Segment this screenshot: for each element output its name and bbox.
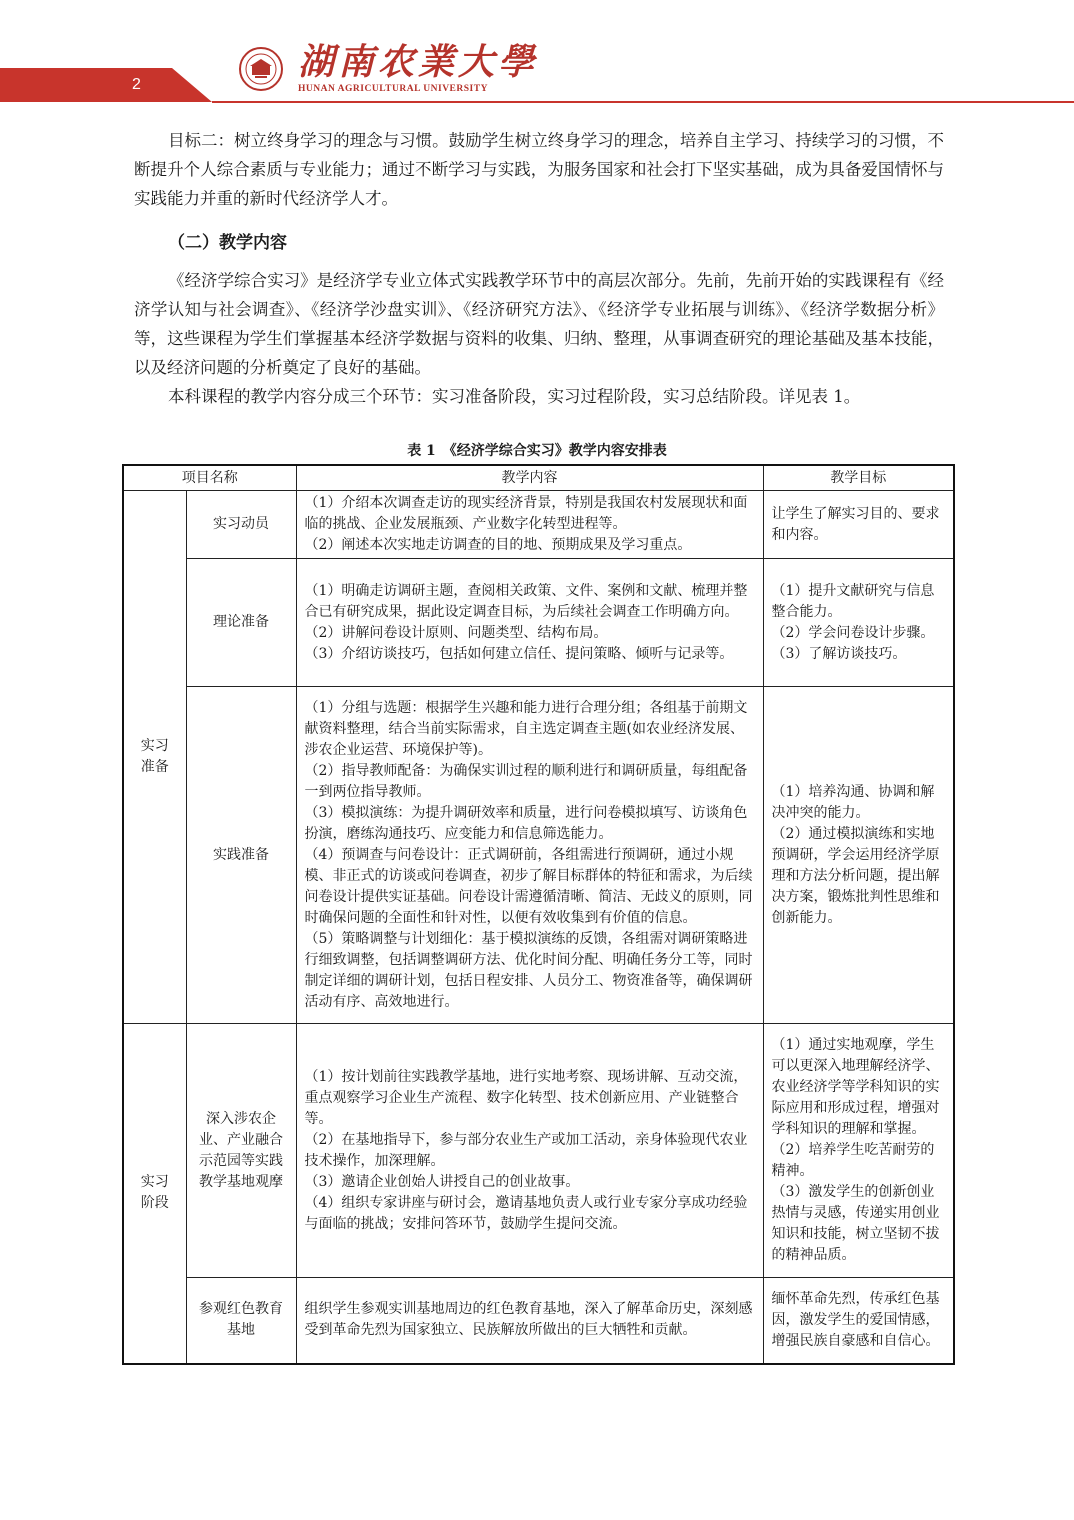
cell-line: （3）邀请企业创始人讲授自己的创业故事。 (304, 1173, 580, 1190)
goal-cell (763, 687, 954, 1024)
cell-line: （1）介绍本次调查走访的现实经济背景，特别是我国农村发展现状和面临的挑战、企业发展瓶颈、产业数字化转型进程等。 (304, 495, 748, 532)
content-cell (296, 559, 763, 687)
cell-line: （2）讲解问卷设计原则、问题类型、结构布局。 (304, 624, 608, 641)
cell-line: （2）指导教师配备：为确保实训过程的顺利进行和调研质量，每组配备一到两位指导教师。 (304, 762, 748, 800)
cell-line: （4）组织专家讲座与研讨会，邀请基地负责人或行业专家分享成功经验与面临的挑战；安排问答环节，鼓励学生提问交流。 (304, 1194, 748, 1232)
cell-line: （1）通过实地观摩，学生可以更深入地理解经济学、农业经济学等学科知识的实际应用和形成过程，增强对学科知识的理解和掌握。 (771, 1037, 940, 1137)
header-goal: 教学目标 (763, 465, 954, 491)
cell-line: 缅怀革命先烈，传承红色基因，激发学生的爱国情感，增强民族自豪感和自信心。 (771, 1290, 940, 1349)
group-name: 实习 准备 (123, 491, 186, 1024)
cell-line: （3）介绍访谈技巧，包括如何建立信任、提问策略、倾听与记录等。 (304, 645, 734, 662)
section-heading: （二）教学内容 (168, 233, 287, 253)
paragraph-structure: 本科课程的教学内容分成三个环节：实习准备阶段，实习过程阶段，实习总结阶段。详见表 1。 (168, 387, 861, 406)
item-name: 实践准备 (186, 687, 296, 1024)
paragraph-goal-two: 目标二：树立终身学习的理念与习惯。鼓励学生树立终身学习的理念，培养自主学习、持续学习的习惯，不断提升个人综合素质与专业能力；通过不断学习与实践，为服务国家和社会打下坚实基础，成为具备爱国情怀与实践能力并重的新时代经济学人才。 (134, 131, 944, 208)
content-cell (296, 491, 763, 559)
cell-line: （1）明确走访调研主题，查阅相关政策、文件、案例和文献、梳理并整合已有研究成果，据此设定调查目标，为后续社会调查工作明确方向。 (304, 582, 748, 620)
table-row (123, 1024, 954, 1278)
university-name-cn: 湖南农業大學 (298, 41, 539, 83)
header-item: 项目名称 (123, 465, 296, 491)
table-row (123, 559, 954, 687)
item-name: 参观红色教育基地 (186, 1278, 296, 1364)
goal-cell (763, 1278, 954, 1364)
item-name: 理论准备 (186, 559, 296, 687)
group-name: 实习 阶段 (123, 1024, 186, 1364)
cell-line: （5）策略调整与计划细化：基于模拟演练的反馈，各组需对调研策略进行细致调整，包括调整调研方法、优化时间分配、明确任务分工等，同时制定详细的调研计划，包括日程安排、人员分工、物资准备等，确保调研活动有序、高效地进行。 (304, 930, 753, 1010)
cell-line: （3）模拟演练：为提升调研效率和质量，进行问卷模拟填写、访谈角色扮演，磨练沟通技巧、应变能力和信息筛选能力。 (304, 804, 748, 842)
goal-cell (763, 559, 954, 687)
content-cell (296, 687, 763, 1024)
page-header (0, 0, 1074, 110)
content-table (122, 464, 955, 1365)
content-cell (296, 1278, 763, 1364)
cell-line: （1）按计划前往实践教学基地，进行实地考察、现场讲解、互动交流，重点观察学习企业生产流程、数字化转型、技术创新应用、产业链整合等。 (304, 1068, 748, 1127)
table-row (123, 687, 954, 1024)
university-name-en: HUNAN AGRICULTURAL UNIVERSITY (298, 84, 488, 94)
cell-line: （2）通过模拟演练和实地预调研，学会运用经济学原理和方法分析问题，提出解决方案，锻炼批判性思维和创新能力。 (771, 825, 940, 926)
cell-line: （2）阐述本次实地走访调查的目的地、预期成果及学习重点。 (304, 537, 692, 553)
cell-line: 组织学生参观实训基地周边的红色教育基地，深入了解革命历史，深刻感受到革命先烈为国家独立、民族解放所做出的巨大牺牲和贡献。 (304, 1301, 753, 1339)
university-seal-icon (238, 46, 284, 92)
table-caption: 表 1 《经济学综合实习》教学内容安排表 (407, 443, 667, 459)
cell-line: （3）了解访谈技巧。 (771, 645, 907, 662)
cell-line: 让学生了解实习目的、要求和内容。 (771, 505, 940, 543)
cell-line: （4）预调查与问卷设计：正式调研前，各组需进行预调研，通过小规模、非正式的访谈或问卷调查，初步了解目标群体的特征和需求，为后续问卷设计提供实证基础。问卷设计需遵循清晰、简洁、无歧义的原则，同时确保问题的全面性和针对性，以便有效收集到有价值的信息。 (304, 846, 753, 926)
header-rule (212, 101, 1074, 103)
cell-line: （2）在基地指导下，参与部分农业生产或加工活动，亲身体验现代农业技术操作，加深理解。 (304, 1131, 748, 1169)
goal-cell (763, 1024, 954, 1278)
table-row (123, 491, 954, 559)
cell-line: （3）激发学生的创新创业热情与灵感，传递实用创业知识和技能，树立坚韧不拔的精神品质。 (771, 1184, 940, 1263)
item-name: 深入涉农企业、产业融合示范园等实践教学基地观摩 (186, 1024, 296, 1278)
table-header-row (123, 465, 954, 491)
cell-line: （1）培养沟通、协调和解决冲突的能力。 (771, 783, 935, 821)
paragraph-intro: 《经济学综合实习》是经济学专业立体式实践教学环节中的高层次部分。先前，先前开始的实践课程有《经济学认知与社会调查》、《经济学沙盘实训》、《经济研究方法》、《经济学专业拓展与训练》、《经济学数据分析》等，这些课程为学生们掌握基本经济学数据与资料的收集、归纳、整理，从事调查研究的理论基础及基本技能，以及经济问题的分析奠定了良好的基础。 (134, 271, 944, 377)
page-number-tab (0, 68, 212, 102)
content-cell (296, 1024, 763, 1278)
cell-line: （1）分组与选题：根据学生兴趣和能力进行合理分组；各组基于前期文献资料整理，结合当前实际需求，自主选定调查主题(如农业经济发展、涉农企业运营、环境保护等)。 (304, 699, 748, 758)
cell-line: （1）提升文献研究与信息整合能力。 (771, 582, 935, 620)
goal-cell (763, 491, 954, 559)
cell-line: （2）培养学生吃苦耐劳的精神。 (771, 1142, 935, 1179)
page-number: 2 (132, 76, 141, 93)
cell-line: （2）学会问卷设计步骤。 (771, 624, 935, 641)
table-row (123, 1278, 954, 1364)
item-name: 实习动员 (186, 491, 296, 559)
header-content: 教学内容 (296, 465, 763, 491)
